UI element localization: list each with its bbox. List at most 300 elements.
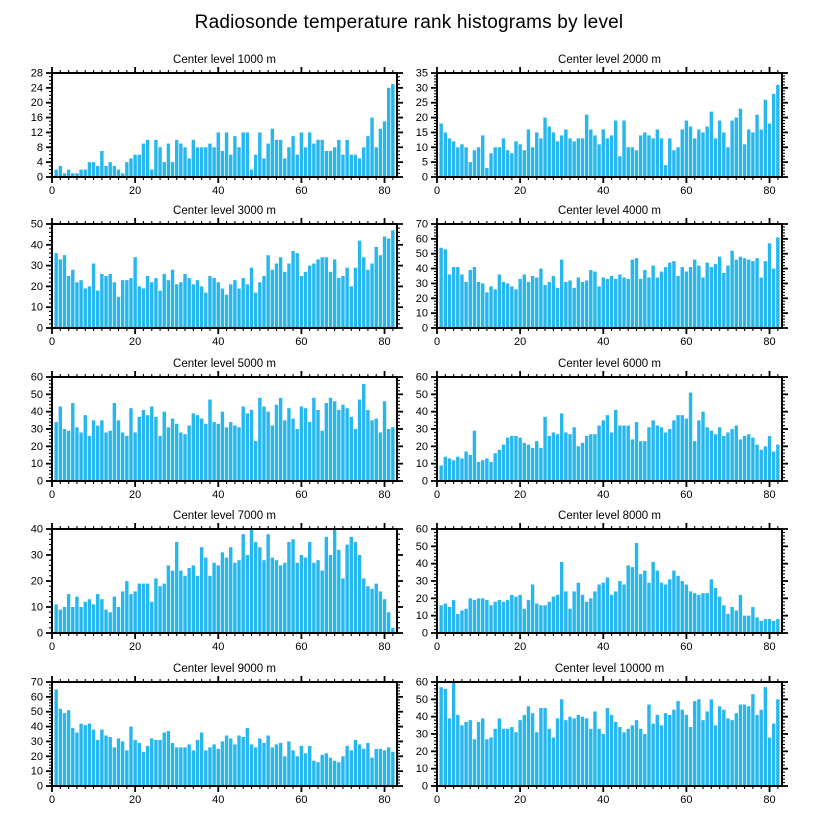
histogram-bar xyxy=(747,616,750,633)
histogram-bar xyxy=(577,446,580,481)
histogram-bar xyxy=(337,278,340,328)
histogram-bar xyxy=(138,155,141,177)
histogram-bar xyxy=(345,268,348,328)
histogram-bar xyxy=(358,158,361,177)
histogram-bar xyxy=(685,715,688,786)
tick-label: 60 xyxy=(295,336,308,348)
tick-label: 30 xyxy=(415,575,428,588)
histogram-bar xyxy=(751,607,754,633)
histogram-bar xyxy=(602,734,605,786)
histogram-bar xyxy=(444,457,447,481)
histogram-bar xyxy=(113,282,116,328)
tick-label: 30 xyxy=(30,549,43,562)
histogram-bar xyxy=(354,542,357,633)
histogram-bar xyxy=(751,694,754,786)
histogram-bar xyxy=(572,141,575,177)
histogram-bar xyxy=(138,417,141,481)
histogram-bar xyxy=(354,268,357,328)
histogram-bar xyxy=(656,715,659,786)
histogram-bar xyxy=(751,132,754,177)
histogram-bar xyxy=(358,555,361,633)
histogram-bar xyxy=(489,462,492,481)
histogram-bar xyxy=(589,129,592,177)
histogram-bar xyxy=(456,267,459,328)
tick-label: 40 xyxy=(30,406,43,419)
histogram-bar xyxy=(67,710,70,786)
histogram-bar xyxy=(556,434,559,481)
histogram-bar xyxy=(221,151,224,177)
histogram-bar xyxy=(100,730,103,786)
histogram-bar xyxy=(312,563,315,633)
histogram-bar xyxy=(456,614,459,633)
histogram-bar xyxy=(296,756,299,786)
histogram-bar xyxy=(523,275,526,328)
histogram-bar xyxy=(656,277,659,328)
histogram-bar xyxy=(208,276,211,328)
tick-label: 70 xyxy=(415,218,428,231)
histogram-bar xyxy=(681,415,684,481)
histogram-bar xyxy=(464,282,467,328)
histogram-bar xyxy=(108,612,111,633)
histogram-bar xyxy=(63,255,66,328)
histogram-bar xyxy=(179,144,182,177)
histogram-bar xyxy=(96,426,99,481)
histogram-bar xyxy=(287,741,290,786)
histogram-bar xyxy=(514,141,517,177)
histogram-bar xyxy=(635,150,638,177)
histogram-bar xyxy=(481,135,484,177)
histogram-bar xyxy=(337,550,340,633)
histogram-bar xyxy=(370,589,373,633)
histogram-bar xyxy=(548,282,551,328)
histogram-bar xyxy=(283,756,286,786)
histogram-bar xyxy=(543,417,546,481)
histogram-bar xyxy=(250,529,253,633)
histogram-bar xyxy=(693,593,696,633)
histogram-bar xyxy=(329,151,332,177)
histogram-bar xyxy=(701,593,704,633)
histogram-bar xyxy=(75,282,78,328)
histogram-bar xyxy=(735,118,738,177)
histogram-bar xyxy=(743,705,746,786)
histogram-bar xyxy=(138,743,141,786)
tick-label: 50 xyxy=(415,540,428,553)
histogram-bar xyxy=(627,147,630,177)
histogram-bar xyxy=(469,270,472,328)
histogram-bar xyxy=(772,269,775,328)
histogram-bar xyxy=(681,267,684,328)
histogram-bar xyxy=(183,147,186,177)
histogram-bar xyxy=(383,236,386,328)
tick-label: 8 xyxy=(36,141,43,154)
histogram-bar xyxy=(464,722,467,786)
histogram-bar xyxy=(316,560,319,633)
tick-label: 40 xyxy=(597,641,610,653)
histogram-bar xyxy=(460,610,463,633)
histogram-bar xyxy=(175,424,178,481)
tick-label: 80 xyxy=(763,185,776,197)
histogram-bar xyxy=(275,405,278,481)
histogram-bar xyxy=(333,761,336,786)
histogram-bar xyxy=(329,272,332,328)
histogram-bar xyxy=(614,722,617,786)
histogram-bar xyxy=(614,121,617,177)
histogram-bar xyxy=(96,740,99,786)
histogram-bar xyxy=(221,288,224,328)
histogram-bar xyxy=(502,445,505,481)
histogram-panel-6000m xyxy=(416,358,788,501)
histogram-bar xyxy=(647,135,650,177)
histogram-bar xyxy=(283,272,286,328)
histogram-bar xyxy=(452,141,455,177)
histogram-bar xyxy=(108,162,111,177)
histogram-bar xyxy=(187,568,190,633)
histogram-bar xyxy=(681,581,684,633)
histogram-bar xyxy=(325,753,328,786)
histogram-bar xyxy=(375,419,378,481)
tick-label: 30 xyxy=(415,82,428,95)
histogram-bar xyxy=(104,432,107,481)
histogram-bar xyxy=(333,147,336,177)
histogram-bar xyxy=(689,591,692,633)
histogram-bar xyxy=(192,140,195,177)
histogram-bar xyxy=(643,441,646,481)
histogram-bar xyxy=(597,729,600,786)
histogram-bar xyxy=(341,155,344,177)
histogram-bar xyxy=(676,147,679,177)
histogram-bar xyxy=(308,132,311,177)
histogram-bar xyxy=(358,241,361,328)
histogram-bar xyxy=(67,594,70,633)
histogram-bar xyxy=(275,744,278,786)
panel-title: Center level 4000 m xyxy=(558,205,661,217)
histogram-bar xyxy=(527,445,530,481)
histogram-bar xyxy=(689,727,692,786)
tick-label: 0 xyxy=(421,171,428,184)
histogram-bar xyxy=(668,263,671,328)
histogram-bar xyxy=(113,747,116,786)
histogram-bar xyxy=(183,747,186,786)
histogram-bar xyxy=(96,594,99,633)
tick-label: 60 xyxy=(680,794,693,806)
histogram-bar xyxy=(610,595,613,633)
histogram-bar xyxy=(539,708,542,786)
histogram-bar xyxy=(329,398,332,481)
histogram-bar xyxy=(498,718,501,786)
histogram-bar xyxy=(179,571,182,633)
histogram-bar xyxy=(552,132,555,177)
histogram-bar xyxy=(350,750,353,786)
histogram-bar xyxy=(254,542,257,633)
tick-label: 0 xyxy=(36,627,43,640)
histogram-bar xyxy=(481,598,484,633)
histogram-bar xyxy=(271,426,274,481)
histogram-bar xyxy=(635,422,638,481)
histogram-bar xyxy=(316,762,319,786)
histogram-bar xyxy=(108,431,111,481)
histogram-bar xyxy=(527,600,530,633)
histogram-bar xyxy=(643,132,646,177)
tick-label: 0 xyxy=(433,489,441,501)
tick-label: 30 xyxy=(30,423,43,436)
tick-label: 5 xyxy=(421,156,428,169)
histogram-bar xyxy=(730,607,733,633)
histogram-bar xyxy=(129,278,132,328)
histogram-bar xyxy=(212,147,215,177)
histogram-bar xyxy=(117,170,120,177)
panel-title: Center level 8000 m xyxy=(558,510,661,522)
tick-label: 20 xyxy=(415,440,428,453)
histogram-bar xyxy=(764,446,767,481)
histogram-bar xyxy=(54,604,57,633)
tick-label: 0 xyxy=(36,475,43,488)
tick-label: 20 xyxy=(30,280,43,293)
histogram-bar xyxy=(304,753,307,786)
tick-label: 40 xyxy=(597,336,610,348)
histogram-bar xyxy=(730,121,733,177)
histogram-bar xyxy=(325,151,328,177)
histogram-bar xyxy=(489,605,492,633)
histogram-bar xyxy=(639,441,642,481)
histogram-bar xyxy=(229,422,232,481)
histogram-bar xyxy=(714,588,717,633)
histogram-bar xyxy=(316,140,319,177)
tick-label: 60 xyxy=(680,336,693,348)
histogram-bar xyxy=(676,701,679,786)
histogram-bar xyxy=(100,420,103,481)
histogram-bar xyxy=(375,247,378,328)
histogram-bar xyxy=(452,267,455,328)
histogram-bar xyxy=(117,297,120,328)
histogram-bar xyxy=(585,115,588,177)
histogram-bar xyxy=(208,747,211,786)
histogram-bar xyxy=(581,717,584,786)
histogram-bar xyxy=(225,558,228,633)
histogram-bar xyxy=(722,710,725,786)
histogram-bar xyxy=(651,562,654,633)
histogram-bar xyxy=(556,718,559,786)
histogram-bar xyxy=(291,750,294,786)
histogram-bar xyxy=(518,720,521,786)
histogram-bar xyxy=(739,439,742,481)
histogram-bar xyxy=(92,730,95,786)
histogram-bar xyxy=(275,140,278,177)
histogram-bar xyxy=(212,422,215,481)
tick-label: 20 xyxy=(129,336,142,348)
histogram-bar xyxy=(217,565,220,633)
histogram-bar xyxy=(697,266,700,328)
histogram-bar xyxy=(577,138,580,177)
histogram-bar xyxy=(523,715,526,786)
histogram-bar xyxy=(254,441,257,481)
histogram-bar xyxy=(258,282,261,328)
histogram-bar xyxy=(291,251,294,328)
histogram-bar xyxy=(88,286,91,328)
tick-label: 0 xyxy=(48,489,56,501)
histogram-bar xyxy=(287,264,290,328)
histogram-bar xyxy=(697,699,700,786)
histogram-bar xyxy=(187,426,190,481)
tick-label: 10 xyxy=(415,763,428,776)
histogram-bar xyxy=(705,126,708,177)
histogram-bar xyxy=(714,264,717,328)
histogram-bar xyxy=(606,279,609,328)
histogram-bar xyxy=(237,288,240,328)
histogram-bar xyxy=(75,597,78,633)
histogram-bar xyxy=(710,431,713,481)
histogram-bar xyxy=(647,583,650,633)
histogram-bar xyxy=(672,261,675,328)
tick-label: 0 xyxy=(421,627,428,640)
histogram-bar xyxy=(560,135,563,177)
tick-label: 50 xyxy=(30,388,43,401)
histogram-bar xyxy=(735,426,738,481)
histogram-bar xyxy=(489,737,492,786)
histogram-bar xyxy=(59,610,62,633)
histogram-bar xyxy=(242,737,245,786)
histogram-bar xyxy=(75,427,78,481)
histogram-bar xyxy=(772,724,775,786)
histogram-bar xyxy=(341,276,344,328)
histogram-bar xyxy=(564,282,567,328)
histogram-bar xyxy=(552,432,555,481)
histogram-bar xyxy=(383,750,386,786)
histogram-bar xyxy=(635,720,638,786)
tick-label: 30 xyxy=(30,260,43,273)
panel-title: Center level 5000 m xyxy=(173,358,276,370)
tick-label: 40 xyxy=(415,406,428,419)
histogram-bar xyxy=(577,715,580,786)
plot-frame xyxy=(437,73,782,177)
histogram-bar xyxy=(258,738,261,786)
tick-label: 10 xyxy=(30,301,43,314)
histogram-bar xyxy=(772,94,775,177)
histogram-bar xyxy=(271,747,274,786)
histogram-bar xyxy=(262,158,265,177)
histogram-bar xyxy=(660,583,663,633)
histogram-panel-2000m xyxy=(416,54,788,197)
histogram-bar xyxy=(171,419,174,481)
histogram-bar xyxy=(464,147,467,177)
histogram-bar xyxy=(664,267,667,328)
histogram-bar xyxy=(308,266,311,328)
histogram-bar xyxy=(171,270,174,328)
histogram-bar xyxy=(79,170,82,177)
histogram-bar xyxy=(192,413,195,481)
histogram-bar xyxy=(585,280,588,328)
histogram-bar xyxy=(84,170,87,177)
histogram-bar xyxy=(535,441,538,481)
histogram-bar xyxy=(656,571,659,633)
histogram-bar xyxy=(764,261,767,328)
histogram-bar xyxy=(308,422,311,481)
histogram-bar xyxy=(622,584,625,633)
tick-label: 40 xyxy=(415,558,428,571)
histogram-bar xyxy=(212,278,215,328)
histogram-bar xyxy=(755,715,758,786)
histogram-bar xyxy=(518,279,521,328)
histogram-bar xyxy=(71,728,74,786)
histogram-bar xyxy=(664,432,667,481)
histogram-bar xyxy=(726,614,729,633)
histogram-bar xyxy=(506,283,509,328)
histogram-bar xyxy=(337,140,340,177)
histogram-bar xyxy=(676,415,679,481)
histogram-bar xyxy=(271,129,274,177)
histogram-bar xyxy=(660,272,663,328)
tick-label: 80 xyxy=(763,641,776,653)
histogram-bar xyxy=(208,144,211,177)
histogram-bar xyxy=(104,735,107,786)
histogram-bar xyxy=(142,584,145,633)
histogram-bar xyxy=(622,426,625,481)
histogram-bar xyxy=(217,282,220,328)
histogram-bar xyxy=(685,584,688,633)
histogram-bar xyxy=(163,584,166,633)
plot-frame xyxy=(437,377,782,481)
histogram-bar xyxy=(67,170,70,177)
histogram-bar xyxy=(96,291,99,328)
histogram-bar xyxy=(350,537,353,633)
histogram-bar xyxy=(560,413,563,481)
histogram-bar xyxy=(233,744,236,786)
histogram-bar xyxy=(572,288,575,328)
histogram-bar xyxy=(113,597,116,633)
histogram-bar xyxy=(444,132,447,177)
histogram-bar xyxy=(316,259,319,328)
histogram-bar xyxy=(233,136,236,177)
histogram-bar xyxy=(196,740,199,786)
histogram-bar xyxy=(627,279,630,328)
histogram-bar xyxy=(485,739,488,786)
histogram-bar xyxy=(187,158,190,177)
histogram-bar xyxy=(370,420,373,481)
tick-label: 10 xyxy=(30,601,43,614)
histogram-bar xyxy=(341,578,344,633)
histogram-bar xyxy=(768,243,771,328)
histogram-bar xyxy=(548,602,551,633)
panel-title: Center level 10000 m xyxy=(554,663,665,675)
histogram-bar xyxy=(79,280,82,328)
histogram-bar xyxy=(718,427,721,481)
histogram-bar xyxy=(250,268,253,328)
histogram-bar xyxy=(225,427,228,481)
tick-label: 60 xyxy=(680,641,693,653)
histogram-bar xyxy=(735,260,738,328)
histogram-bar xyxy=(527,706,530,786)
histogram-bar xyxy=(250,170,253,177)
histogram-bar xyxy=(121,280,124,328)
histogram-bar xyxy=(681,129,684,177)
histogram-bar xyxy=(631,567,634,633)
histogram-bar xyxy=(705,711,708,786)
histogram-bar xyxy=(568,609,571,633)
histogram-bar xyxy=(722,605,725,633)
histogram-bar xyxy=(375,749,378,786)
histogram-bar xyxy=(354,155,357,177)
histogram-bar xyxy=(556,141,559,177)
histogram-bar xyxy=(229,155,232,177)
histogram-bar xyxy=(510,595,513,633)
tick-label: 20 xyxy=(129,641,142,653)
histogram-bar xyxy=(473,431,476,481)
histogram-bar xyxy=(158,740,161,786)
histogram-bar xyxy=(510,286,513,328)
plot-frame xyxy=(52,73,397,177)
histogram-bar xyxy=(452,600,455,633)
histogram-bar xyxy=(439,248,442,328)
tick-label: 50 xyxy=(415,388,428,401)
